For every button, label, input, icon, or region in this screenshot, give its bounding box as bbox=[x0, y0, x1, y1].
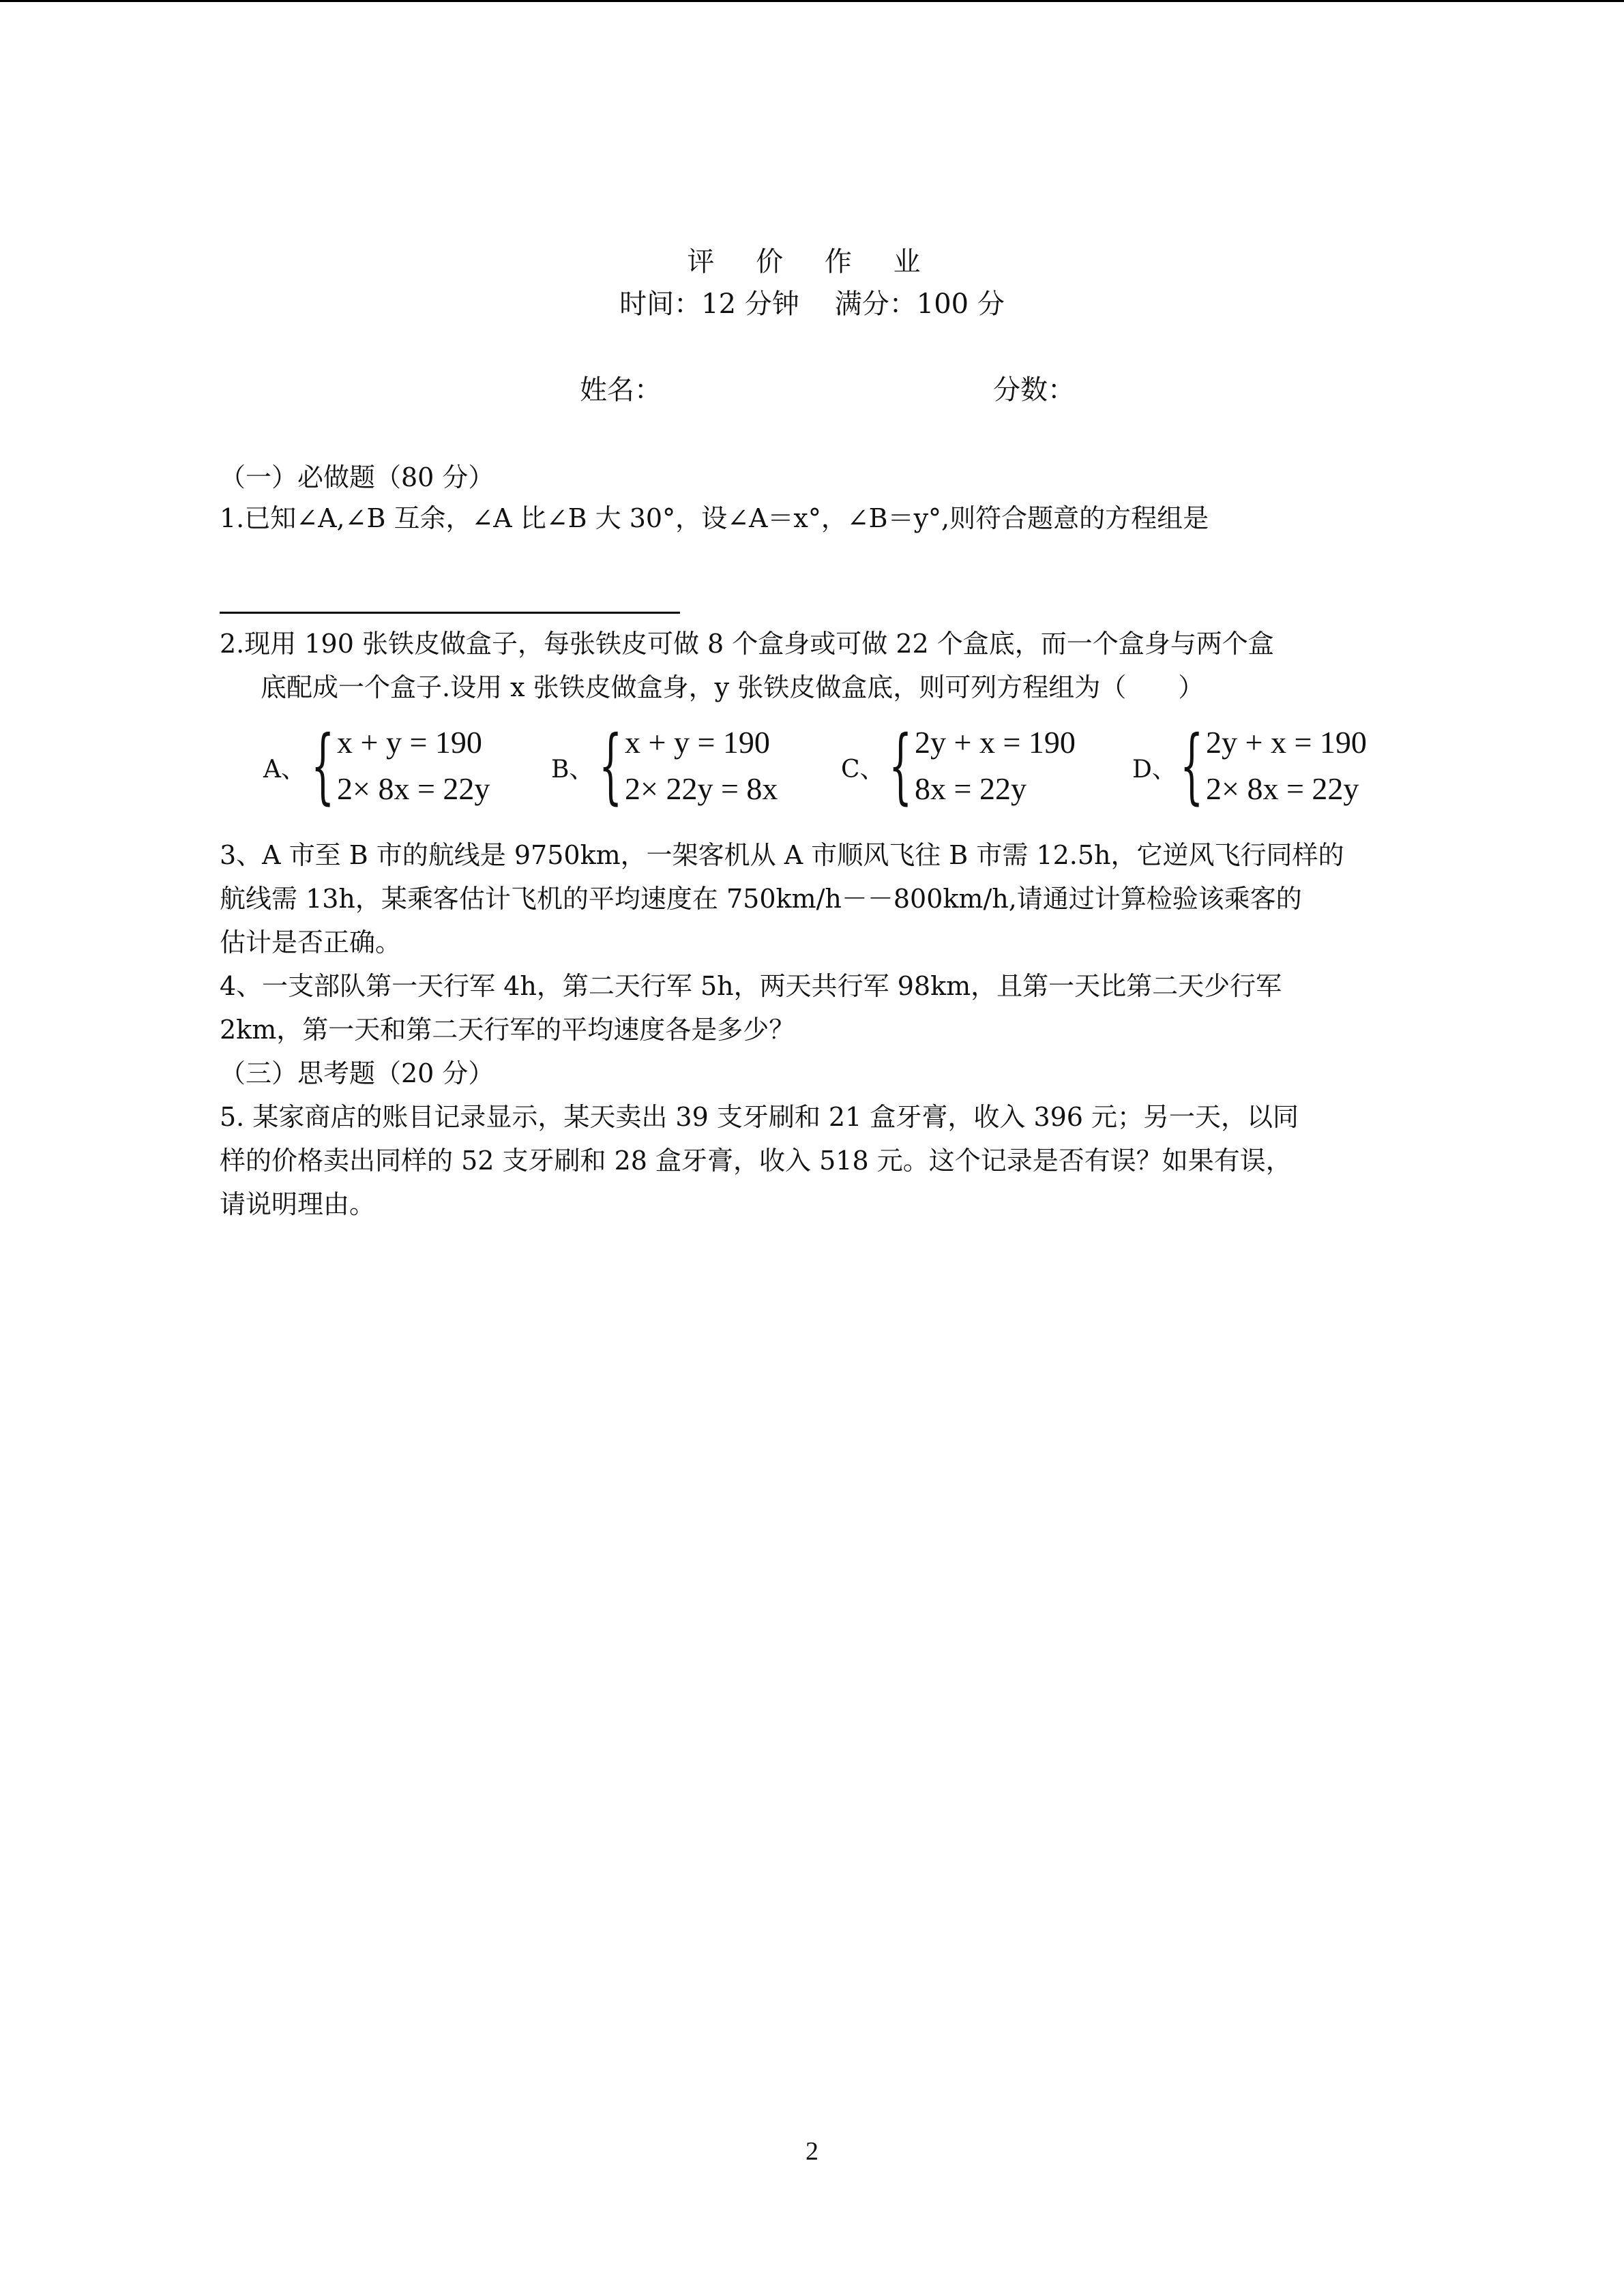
page-title: 评 价 作 业 bbox=[687, 246, 937, 278]
option-a-equation-2: 2× 8x = 22y bbox=[337, 771, 490, 806]
question-2 bbox=[220, 622, 1379, 709]
question-5-line-3: 请说明理由。 bbox=[220, 1189, 376, 1219]
question-5-line-1: 5. 某家商店的账目记录显示，某天卖出 39 支牙刷和 21 盒牙膏，收入 396 元；另一天，以同 bbox=[220, 1102, 1299, 1132]
option-d-equation-2: 2× 8x = 22y bbox=[1206, 771, 1359, 806]
option-d-equation-1: 2y + x = 190 bbox=[1206, 725, 1367, 760]
option-a-equation-1: x + y = 190 bbox=[337, 725, 482, 760]
question-4-line-2: 2km，第一天和第二天行军的平均速度各是多少？ bbox=[220, 1015, 795, 1045]
question-3 bbox=[220, 833, 1379, 964]
question-2-line-2: 底配成一个盒子.设用 x 张铁皮做盒身，y 张铁皮做盒底，则可列方程组为（ ） bbox=[261, 672, 1205, 702]
option-c-letter: C、 bbox=[841, 756, 885, 784]
page-number: 2 bbox=[806, 2137, 818, 2166]
question-4 bbox=[220, 964, 1379, 1052]
brace-icon: { bbox=[1180, 719, 1204, 814]
brace-icon: { bbox=[599, 719, 623, 814]
question-1: 1.已知∠A,∠B 互余，∠A 比∠B 大 30°，设∠A＝x°，∠B＝y°,则符合题意的方程组是 bbox=[220, 503, 1209, 533]
option-c-equation-1: 2y + x = 190 bbox=[915, 725, 1076, 760]
full-score: 满分：100 分 bbox=[834, 288, 1005, 320]
option-b-letter: B、 bbox=[551, 756, 594, 784]
name-field-label: 姓名： bbox=[580, 374, 662, 406]
option-b-equation-1: x + y = 190 bbox=[625, 725, 770, 760]
brace-icon: { bbox=[311, 719, 335, 814]
question-3-line-3: 估计是否正确。 bbox=[220, 927, 402, 957]
section-thinking-heading: （三）思考题（20 分） bbox=[220, 1058, 494, 1088]
question-4-line-1: 4、一支部队第一天行军 4h，第二天行军 5h，两天共行军 98km，且第一天比第二天少行军 bbox=[220, 971, 1282, 1001]
section-required-heading: （一）必做题（80 分） bbox=[220, 462, 494, 492]
exam-meta bbox=[0, 282, 1624, 321]
score-field-label: 分数： bbox=[993, 374, 1075, 406]
option-a-letter: A、 bbox=[263, 756, 306, 784]
time-limit: 时间：12 分钟 bbox=[619, 288, 799, 320]
question-3-line-1: 3、A 市至 B 市的航线是 9750km，一架客机从 A 市顺风飞往 B 市需 12.5h，它逆风飞行同样的 bbox=[220, 840, 1344, 870]
question-5 bbox=[220, 1095, 1379, 1226]
option-c-equation-2: 8x = 22y bbox=[915, 771, 1027, 806]
brace-icon: { bbox=[889, 719, 913, 814]
option-d-letter: D、 bbox=[1132, 756, 1177, 784]
question-5-line-2: 样的价格卖出同样的 52 支牙刷和 28 盒牙膏，收入 518 元。这个记录是否有误？如果有误， bbox=[220, 1146, 1292, 1176]
option-b-equation-2: 2× 22y = 8x bbox=[625, 771, 778, 806]
question-3-line-2: 航线需 13h，某乘客估计飞机的平均速度在 750km/h－－800km/h,请通过计算检验该乘客的 bbox=[220, 884, 1302, 914]
question-2-line-1: 2.现用 190 张铁皮做盒子，每张铁皮可做 8 个盒身或可做 22 个盒底，而一个盒身与两个盒 bbox=[220, 629, 1274, 659]
answer-blank-line bbox=[220, 612, 680, 614]
